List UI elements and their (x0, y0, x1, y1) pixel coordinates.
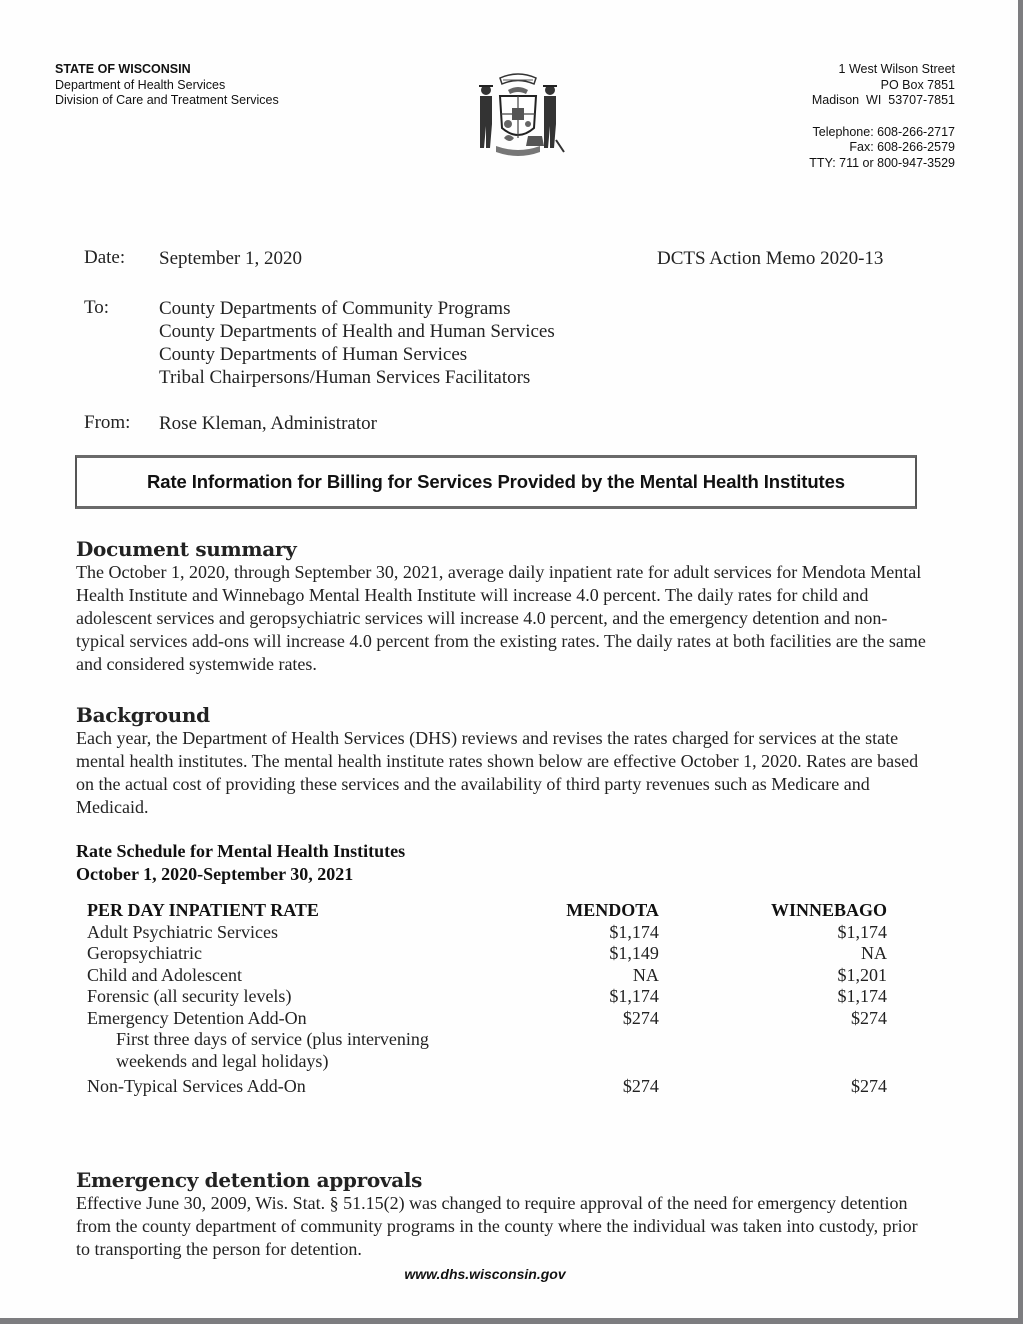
recipient: Tribal Chairpersons/Human Services Facilitators (159, 367, 531, 388)
section-body: Each year, the Department of Health Services (DHS) reviews and revises the rates charged for services at the state mental health institutes. The mental health institute rates shown below are effective October 1, 2020. Rates are based on the actual cost of providing these services and the availability of third party revenues such as Medicare and Medicaid. (76, 728, 919, 817)
section-body: Effective June 30, 2009, Wis. Stat. § 51.15(2) was changed to require approval of the need for emergency detention from the county department of community programs in the county where the individual was taken into custody, prior to transporting the person for detention. (76, 1193, 918, 1259)
mendota-rate: $1,174 (609, 921, 659, 942)
section-heading: Document summary (76, 537, 297, 561)
winnebago-rate: $1,174 (837, 986, 887, 1006)
mendota-rate: $274 (622, 1076, 659, 1096)
to-label: To: (84, 297, 110, 318)
po-box: PO Box 7851 (880, 77, 955, 92)
department-name: Department of Health Services (55, 77, 226, 92)
fax: Fax: 608-266-2579 (849, 140, 955, 154)
section-heading: Background (76, 703, 210, 727)
service-name: Geropsychiatric (87, 943, 202, 963)
letterhead-agency (55, 62, 279, 109)
table-row (87, 1008, 887, 1030)
header-service: PER DAY INPATIENT RATE (87, 900, 319, 920)
document-summary-section (76, 537, 926, 676)
emergency-detention-section (76, 1168, 926, 1261)
date-label: Date: (84, 247, 126, 268)
table-row-note (87, 1029, 887, 1051)
winnebago-rate: $274 (851, 1007, 887, 1028)
winnebago-rate: NA (861, 943, 887, 963)
service-note: weekends and legal holidays) (116, 1050, 329, 1071)
telephone: Telephone: 608-266-2717 (812, 124, 955, 139)
recipient: County Departments of Health and Human Services (159, 321, 555, 342)
table-header-row (87, 900, 887, 922)
winnebago-rate: $274 (851, 1076, 887, 1096)
table-row-note (87, 1051, 887, 1073)
section-heading: Emergency detention approvals (76, 1168, 423, 1192)
recipient: County Departments of Community Programs (159, 298, 511, 319)
mendota-rate: $1,149 (609, 943, 659, 963)
winnebago-rate: $1,174 (837, 921, 887, 942)
service-name: Adult Psychiatric Services (87, 921, 278, 942)
section-body: The October 1, 2020, through September 30, 2021, average daily inpatient rate for adult services for Mendota Mental Health Institute and Winnebago Mental Health Institute will increase 4.0 percent. The daily rates for child and adolescent services and geropsychiatric services will increase 4.0 percent, and the emergency detention and non-typical services add-ons will increase 4.0 percent from the existing rates. The daily rates at both facilities are the same and considered systemwide rates. (76, 562, 926, 674)
memo-date: September 1, 2020 (159, 248, 303, 269)
header-mendota: MENDOTA (566, 900, 659, 920)
service-name: Emergency Detention Add-On (87, 1007, 307, 1028)
memo-from: Rose Kleman, Administrator (159, 413, 377, 434)
rate-schedule-title (76, 840, 405, 886)
letterhead-contact (809, 62, 955, 171)
background-section (76, 703, 926, 819)
table-row (87, 986, 887, 1008)
footer-website-link[interactable]: www.dhs.wisconsin.gov (404, 1266, 566, 1282)
service-name: Forensic (all security levels) (87, 986, 292, 1006)
rate-table (87, 900, 887, 1098)
city-state-zip: Madison WI 53707-7851 (811, 93, 955, 107)
service-name: Child and Adolescent (87, 964, 242, 985)
schedule-title-line1: Rate Schedule for Mental Health Institutes (76, 841, 406, 861)
table-row (87, 1076, 887, 1098)
state-seal-icon (470, 66, 566, 166)
mendota-rate: $1,174 (609, 986, 659, 1006)
schedule-date-range: October 1, 2020-September 30, 2021 (76, 864, 354, 884)
from-label: From: (84, 412, 131, 433)
recipient: County Departments of Human Services (159, 344, 468, 365)
service-name: Non-Typical Services Add-On (87, 1076, 306, 1096)
mendota-rate: NA (632, 964, 659, 985)
header-winnebago: WINNEBAGO (770, 900, 887, 920)
tty: TTY: 711 or 800-947-3529 (809, 155, 955, 170)
table-row (87, 943, 887, 965)
state-name: STATE OF WISCONSIN (55, 62, 191, 76)
mendota-rate: $274 (622, 1007, 659, 1028)
division-name: Division of Care and Treatment Services (55, 93, 279, 107)
memo-number: DCTS Action Memo 2020-13 (657, 248, 884, 269)
service-note: First three days of service (plus intervening (116, 1029, 429, 1049)
table-row (87, 922, 887, 944)
street-address: 1 West Wilson Street (838, 62, 955, 76)
memo-title: Rate Information for Billing for Services Provided by the Mental Health Institutes (147, 471, 845, 492)
to-recipients (159, 297, 555, 389)
table-row (87, 965, 887, 987)
winnebago-rate: $1,201 (837, 964, 887, 985)
memo-title-box (75, 455, 917, 509)
